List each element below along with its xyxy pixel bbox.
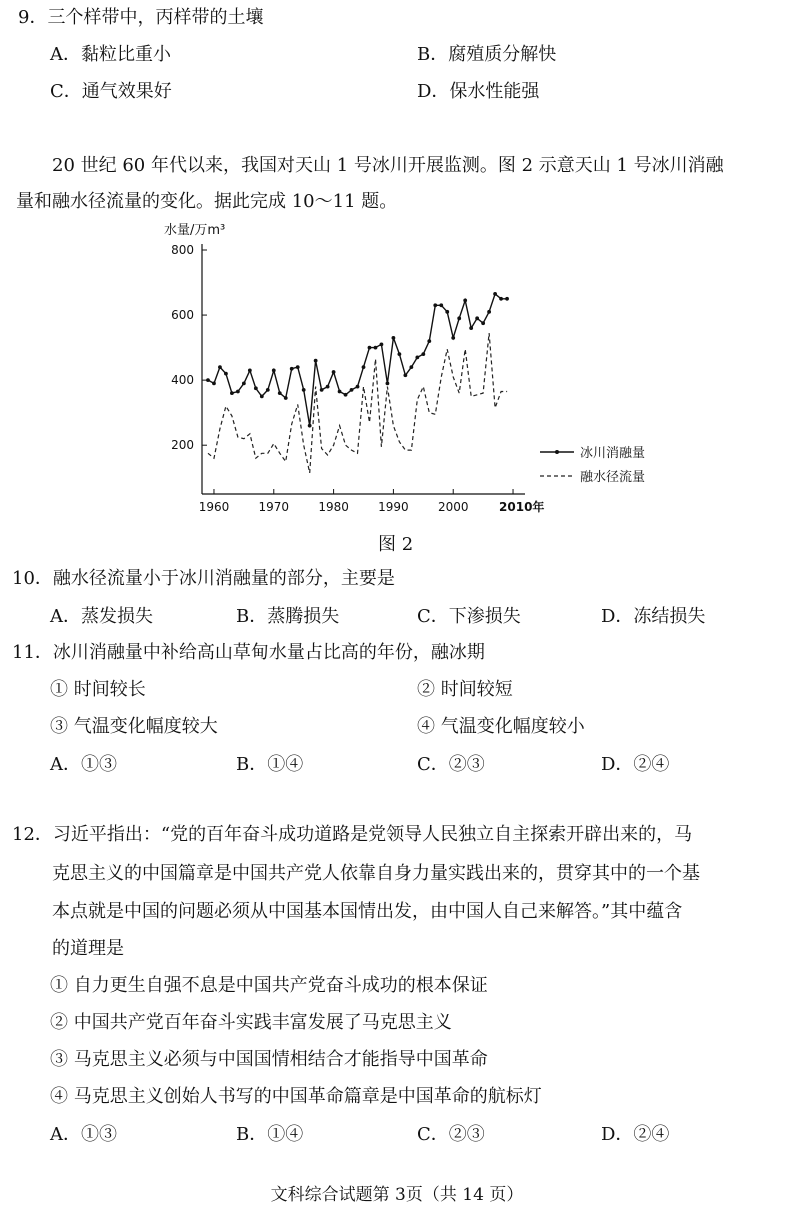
q11-item-1: ① 时间较长 bbox=[50, 679, 146, 700]
series-point-glacier-melt bbox=[266, 388, 270, 392]
q9-option-c: C．通气效果好 bbox=[50, 81, 172, 102]
q12-option-c: C．②③ bbox=[417, 1124, 485, 1145]
series-point-glacier-melt bbox=[212, 381, 216, 385]
q11-option-c: C．②③ bbox=[417, 754, 485, 775]
series-line-glacier-melt bbox=[208, 294, 507, 426]
series-point-glacier-melt bbox=[326, 385, 330, 389]
x-tick-label: 2010年 bbox=[499, 500, 545, 514]
x-tick-label: 1970 bbox=[258, 500, 290, 514]
series-point-glacier-melt bbox=[362, 365, 366, 369]
series-point-glacier-melt bbox=[272, 368, 276, 372]
series-point-glacier-melt bbox=[224, 372, 228, 376]
series-point-glacier-melt bbox=[206, 378, 210, 382]
series-point-glacier-melt bbox=[392, 336, 396, 340]
q10-option-b: B．蒸腾损失 bbox=[236, 606, 340, 627]
series-point-glacier-melt bbox=[409, 365, 413, 369]
series-point-glacier-melt bbox=[374, 346, 378, 350]
series-point-glacier-melt bbox=[332, 370, 336, 374]
q12-option-d: D．②④ bbox=[601, 1124, 670, 1145]
intro-line-1: 20 世纪 60 年代以来，我国对天山 1 号冰川开展监测。图 2 示意天山 1 号冰川消融 bbox=[52, 155, 724, 176]
q11-option-b: B．①④ bbox=[236, 754, 304, 775]
q11-option-a: A．①③ bbox=[50, 754, 117, 775]
q12-line-3: 本点就是中国的问题必须从中国基本国情出发，由中国人自己来解答。”其中蕴含 bbox=[52, 901, 683, 922]
series-point-glacier-melt bbox=[439, 303, 443, 307]
q9-option-a: A．黏粒比重小 bbox=[50, 44, 171, 65]
legend-dot-glacier-melt bbox=[555, 450, 559, 454]
q10-option-c: C．下渗损失 bbox=[417, 606, 521, 627]
series-point-glacier-melt bbox=[278, 391, 282, 395]
x-tick-label: 1990 bbox=[378, 500, 409, 514]
series-point-glacier-melt bbox=[386, 381, 390, 385]
series-point-glacier-melt bbox=[421, 352, 425, 356]
q12-item-3: ③ 马克思主义必须与中国国情相结合才能指导中国革命 bbox=[50, 1049, 488, 1070]
series-point-glacier-melt bbox=[248, 368, 252, 372]
q9-stem: 9．三个样带中，丙样带的土壤 bbox=[18, 7, 264, 28]
series-point-glacier-melt bbox=[469, 326, 473, 330]
y-tick-label: 600 bbox=[171, 308, 194, 323]
q11-item-4: ④ 气温变化幅度较小 bbox=[417, 716, 585, 737]
q12-option-a: A．①③ bbox=[50, 1124, 117, 1145]
series-point-glacier-melt bbox=[427, 339, 431, 343]
series-point-glacier-melt bbox=[290, 367, 294, 371]
q12-item-1: ① 自力更生自强不息是中国共产党奋斗成功的根本保证 bbox=[50, 975, 488, 996]
y-tick-label: 800 bbox=[171, 243, 194, 257]
series-point-glacier-melt bbox=[415, 355, 419, 359]
glacier-chart bbox=[160, 220, 680, 520]
series-point-glacier-melt bbox=[254, 386, 258, 390]
series-point-glacier-melt bbox=[403, 373, 407, 377]
series-point-glacier-melt bbox=[350, 388, 354, 392]
series-point-glacier-melt bbox=[397, 352, 401, 356]
q12-line-2: 克思主义的中国篇章是中国共产党人依靠自身力量实践出来的，贯穿其中的一个基 bbox=[52, 863, 700, 884]
series-point-glacier-melt bbox=[451, 336, 455, 340]
series-point-glacier-melt bbox=[481, 321, 485, 325]
q12-line-1: 12．习近平指出：“党的百年奋斗成功道路是党领导人民独立自主探索开辟出来的，马 bbox=[12, 824, 693, 845]
series-point-glacier-melt bbox=[320, 388, 324, 392]
page-footer: 文科综合试题第 3页（共 14 页） bbox=[270, 1185, 524, 1205]
q10-stem: 10．融水径流量小于冰川消融量的部分，主要是 bbox=[12, 568, 395, 589]
q10-option-a: A．蒸发损失 bbox=[50, 606, 153, 627]
series-point-glacier-melt bbox=[236, 390, 240, 394]
x-tick-label: 2000 bbox=[437, 500, 469, 514]
q9-option-d: D．保水性能强 bbox=[417, 81, 540, 102]
q11-item-3: ③ 气温变化幅度较大 bbox=[50, 716, 218, 737]
figure-caption: 图 2 bbox=[378, 534, 414, 555]
q12-option-b: B．①④ bbox=[236, 1124, 304, 1145]
series-point-glacier-melt bbox=[302, 388, 306, 392]
series-point-glacier-melt bbox=[368, 346, 372, 350]
y-tick-label: 200 bbox=[171, 438, 194, 453]
series-point-glacier-melt bbox=[499, 297, 503, 301]
q12-line-4: 的道理是 bbox=[52, 938, 124, 959]
legend-label-glacier-melt: 冰川消融量 bbox=[580, 446, 646, 461]
q11-option-d: D．②④ bbox=[601, 754, 670, 775]
series-point-glacier-melt bbox=[463, 299, 467, 303]
series-point-glacier-melt bbox=[445, 310, 449, 314]
legend-label-meltwater-runoff: 融水径流量 bbox=[580, 470, 646, 485]
series-point-glacier-melt bbox=[284, 396, 288, 400]
series-point-glacier-melt bbox=[505, 297, 509, 301]
q12-item-2: ② 中国共产党百年奋斗实践丰富发展了马克思主义 bbox=[50, 1012, 452, 1033]
series-point-glacier-melt bbox=[493, 292, 497, 296]
series-point-glacier-melt bbox=[260, 395, 264, 399]
q11-stem: 11．冰川消融量中补给高山草甸水量占比高的年份，融冰期 bbox=[12, 642, 485, 663]
series-point-glacier-melt bbox=[475, 316, 479, 320]
series-point-glacier-melt bbox=[433, 303, 437, 307]
y-axis-label: 水量/万m³ bbox=[164, 223, 226, 238]
series-point-glacier-melt bbox=[218, 365, 222, 369]
series-point-glacier-melt bbox=[356, 385, 360, 389]
q12-item-4: ④ 马克思主义创始人书写的中国革命篇章是中国革命的航标灯 bbox=[50, 1086, 542, 1107]
series-point-glacier-melt bbox=[457, 316, 461, 320]
q10-option-d: D．冻结损失 bbox=[601, 606, 706, 627]
q11-item-2: ② 时间较短 bbox=[417, 679, 513, 700]
series-point-glacier-melt bbox=[380, 342, 384, 346]
series-point-glacier-melt bbox=[296, 365, 300, 369]
series-point-glacier-melt bbox=[308, 424, 312, 428]
q9-option-b: B．腐殖质分解快 bbox=[417, 44, 557, 65]
series-point-glacier-melt bbox=[230, 391, 234, 395]
series-point-glacier-melt bbox=[338, 390, 342, 394]
intro-line-2: 量和融水径流量的变化。据此完成 10～11 题。 bbox=[16, 191, 398, 212]
y-tick-label: 400 bbox=[171, 373, 194, 388]
series-line-meltwater-runoff bbox=[208, 333, 507, 473]
series-point-glacier-melt bbox=[314, 359, 318, 363]
x-tick-label: 1980 bbox=[318, 500, 349, 514]
x-tick-label: 1960 bbox=[198, 500, 230, 514]
series-point-glacier-melt bbox=[344, 393, 348, 397]
series-point-glacier-melt bbox=[242, 381, 246, 385]
series-point-glacier-melt bbox=[487, 310, 491, 314]
